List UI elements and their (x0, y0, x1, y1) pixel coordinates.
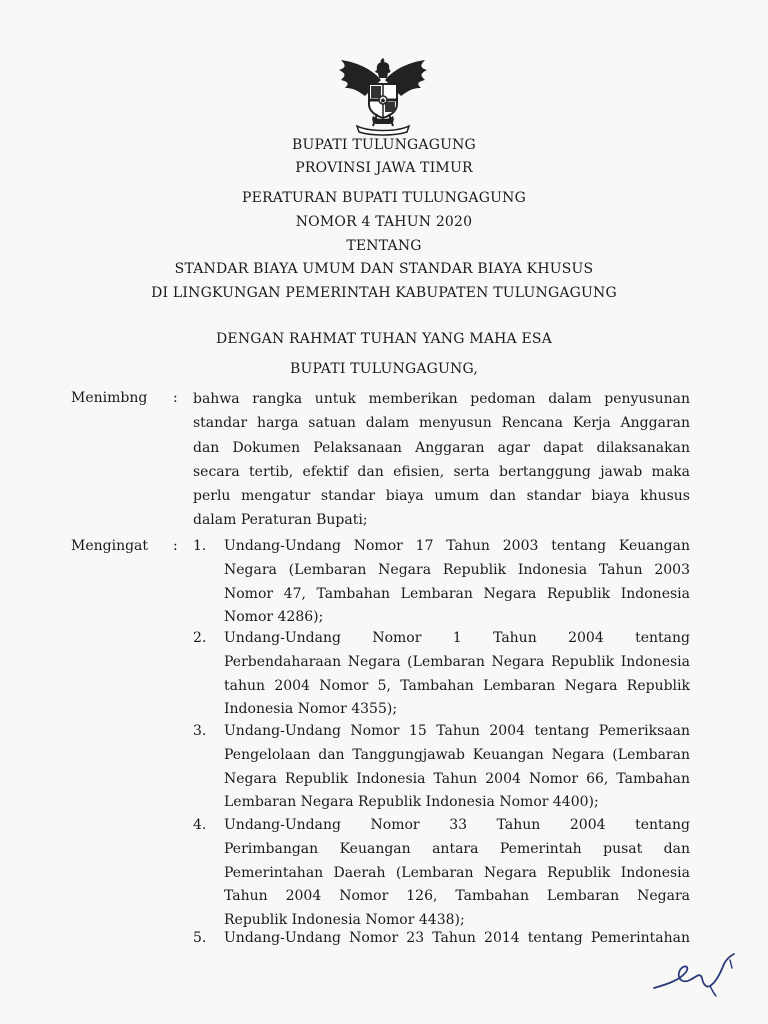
item-body (224, 927, 690, 951)
regulation-number: NOMOR 4 TAHUN 2020 (295, 214, 473, 230)
item-line: Perimbangan Keuangan antara Pemerintah pusat dan (224, 840, 690, 857)
item-line: Undang-Undang Nomor 15 Tahun 2004 tentang Pemeriksaan (224, 723, 690, 739)
garuda-emblem (333, 54, 433, 136)
item-line: Pengelolaan dan Tanggungjawab Keuangan Negara (Lembaran (224, 746, 690, 763)
menimbang-line: perlu mengatur standar biaya umum dan standar biaya khusus (193, 488, 690, 505)
about-heading: TENTANG (346, 238, 422, 254)
item-line: Undang-Undang Nomor 17 Tahun 2003 tentang Keuangan (224, 538, 690, 554)
item-line: Negara (Lembaran Negara Republik Indonesia Tahun 2003 (224, 561, 690, 578)
item-line: Lembaran Negara Republik Indonesia Nomor 4400); (224, 794, 599, 811)
menimbang-paragraph (193, 387, 690, 533)
item-line: tahun 2004 Nomor 5, Tambahan Lembaran Negara Republik (224, 677, 690, 694)
item-body (224, 535, 690, 630)
item-number: 2. (193, 630, 207, 646)
handwritten-initial (650, 950, 740, 1000)
item-line: Undang-Undang Nomor 33 Tahun 2004 tentang (224, 817, 690, 833)
mengingat-colon: : (173, 538, 178, 554)
item-line: Nomor 4286); (224, 609, 324, 626)
item-line: Tahun 2004 Nomor 126, Tambahan Lembaran Negara (224, 888, 690, 905)
item-line: Undang-Undang Nomor 1 Tahun 2004 tentang (224, 630, 690, 646)
mengingat-label: Mengingat (71, 538, 149, 554)
item-body (224, 720, 690, 815)
item-body (224, 814, 690, 933)
subject-line-2: DI LINGKUNGAN PEMERINTAH KABUPATEN TULUNGAGUNG (151, 285, 617, 301)
item-number: 1. (193, 538, 207, 554)
regent-title: BUPATI TULUNGAGUNG (292, 137, 476, 153)
regulation-title: PERATURAN BUPATI TULUNGAGUNG (242, 190, 526, 206)
subject-line-1: STANDAR BIAYA UMUM DAN STANDAR BIAYA KHUSUS (174, 261, 594, 277)
item-line: Perbendaharaan Negara (Lembaran Negara Republik Indonesia (224, 653, 690, 670)
item-line: Indonesia Nomor 4355); (224, 701, 398, 718)
menimbang-line: dalam Peraturan Bupati; (193, 512, 368, 529)
menimbang-line: bahwa rangka untuk memberikan pedoman dalam penyusunan (193, 391, 690, 407)
menimbang-line: secara tertib, efektif dan efisien, serta bertanggung jawab maka (193, 463, 690, 480)
province-title: PROVINSI JAWA TIMUR (295, 160, 473, 176)
item-number: 4. (193, 817, 207, 833)
regent-signature-heading: BUPATI TULUNGAGUNG, (289, 361, 479, 377)
item-number: 5. (193, 930, 207, 946)
menimbang-label: Menimbng (71, 390, 148, 406)
menimbang-line: standar harga satuan dalam menyusun Rencana Kerja Anggaran (193, 415, 690, 432)
item-line: Undang-Undang Nomor 23 Tahun 2014 tentang Pemerintahan (224, 930, 690, 946)
item-number: 3. (193, 723, 207, 739)
item-line: Republik Indonesia Nomor 4438); (224, 912, 465, 929)
item-line: Pemerintahan Daerah (Lembaran Negara Republik Indonesia (224, 864, 690, 881)
menimbang-line: dan Dokumen Pelaksanaan Anggaran agar dapat dilaksanakan (193, 439, 690, 456)
item-line: Nomor 47, Tambahan Lembaran Negara Republik Indonesia (224, 585, 690, 602)
menimbang-colon: : (173, 390, 178, 406)
blessing-line: DENGAN RAHMAT TUHAN YANG MAHA ESA (215, 331, 553, 347)
item-line: Negara Republik Indonesia Tahun 2004 Nomor 66, Tambahan (224, 770, 690, 787)
item-body (224, 627, 690, 722)
